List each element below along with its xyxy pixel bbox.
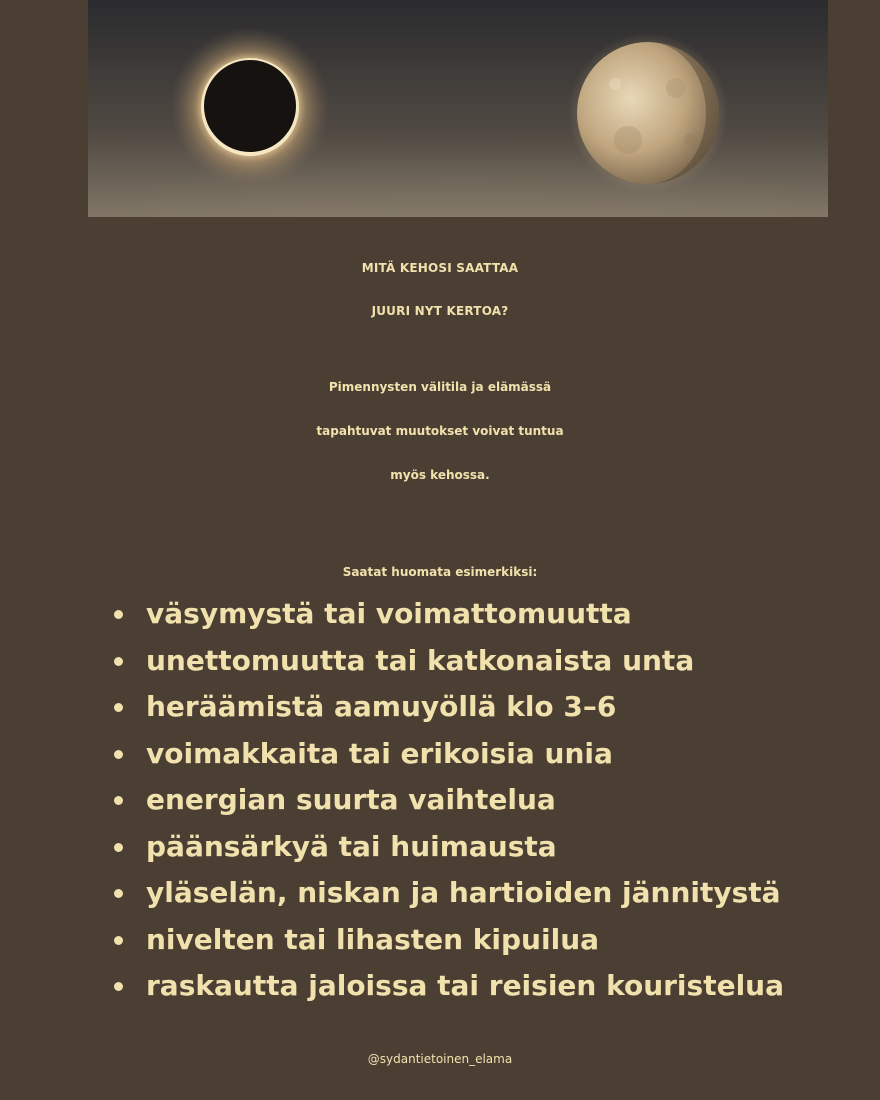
headline-line-2: JUURI NYT KERTOA? xyxy=(371,304,509,318)
list-item xyxy=(110,920,784,967)
list-item xyxy=(110,780,784,827)
moon-icon xyxy=(568,33,728,193)
list-item xyxy=(110,827,784,874)
list-item xyxy=(110,734,784,781)
bullet-icon xyxy=(114,889,123,898)
symptom-list xyxy=(110,594,784,1013)
intro-line-3: myös kehossa. xyxy=(390,468,490,482)
eclipse-illustration xyxy=(88,0,828,217)
bullet-icon xyxy=(114,796,123,805)
intro-line-2: tapahtuvat muutokset voivat tuntua xyxy=(316,424,564,438)
bullet-icon xyxy=(114,982,123,991)
list-heading: Saatat huomata esimerkiksi: xyxy=(342,565,538,579)
bullet-icon xyxy=(114,936,123,945)
list-item-text: unettomuutta tai katkonaista unta xyxy=(146,643,695,677)
bullet-icon xyxy=(114,750,123,759)
list-item-text: väsymystä tai voimattomuutta xyxy=(146,597,632,630)
headline-line-1: MITÄ KEHOSI SAATTAA xyxy=(361,261,519,275)
list-item xyxy=(110,641,784,688)
list-item xyxy=(110,966,784,1013)
list-item-text: energian suurta vaihtelua xyxy=(146,783,556,816)
eclipse-moon-image xyxy=(88,0,828,217)
list-item-text: yläselän, niskan ja hartioiden jännitystä xyxy=(146,876,781,909)
bullet-icon xyxy=(114,843,123,852)
intro-line-1: Pimennysten välitila ja elämässä xyxy=(328,380,552,394)
intro-text xyxy=(0,365,880,497)
list-item-text: heräämistä aamuyöllä klo 3–6 xyxy=(146,690,617,723)
bullet-icon xyxy=(114,610,123,619)
list-item-text: voimakkaita tai erikoisia unia xyxy=(146,736,613,770)
bullet-icon xyxy=(114,703,123,712)
account-handle: @sydantietoinen_elama xyxy=(367,1052,513,1066)
list-item-text: nivelten tai lihasten kipuilua xyxy=(146,922,600,956)
bullet-icon xyxy=(114,657,123,666)
list-item xyxy=(110,594,784,641)
list-item xyxy=(110,873,784,920)
solar-eclipse-icon xyxy=(170,27,330,187)
list-item-text: raskautta jaloissa tai reisien kouristelua xyxy=(146,969,784,1002)
headline xyxy=(0,247,880,333)
list-item-text: päänsärkyä tai huimausta xyxy=(146,829,557,863)
list-item xyxy=(110,687,784,734)
